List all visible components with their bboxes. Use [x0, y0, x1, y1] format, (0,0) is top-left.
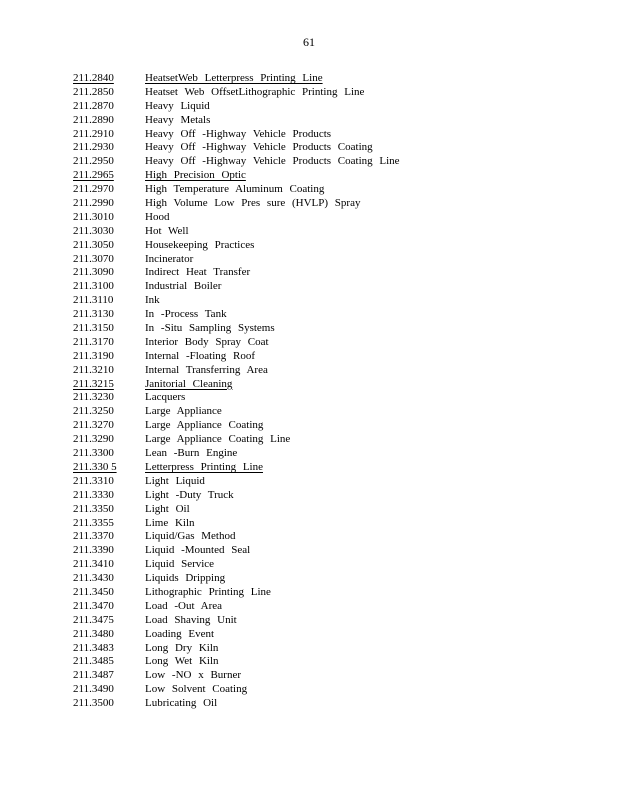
definition-row: [73, 350, 593, 364]
section-number: 211.2965: [73, 169, 114, 182]
definition-row: [73, 266, 593, 280]
section-number: 211.3190: [73, 349, 114, 362]
defined-term: Liquid/Gas Method: [145, 530, 236, 543]
defined-term: Long Dry Kiln: [145, 641, 219, 654]
section-number: 211.2930: [73, 141, 114, 154]
definition-row: [73, 253, 593, 267]
definition-row: [73, 364, 593, 378]
section-number: 211.3500: [73, 697, 114, 710]
section-number: 211.3355: [73, 516, 114, 529]
definition-row: [73, 489, 593, 503]
defined-term: Incinerator: [145, 252, 194, 265]
section-number: 211.3070: [73, 252, 114, 265]
defined-term: Heavy Metals: [145, 113, 211, 126]
definition-row: [73, 322, 593, 336]
definition-row: [73, 114, 593, 128]
definition-row: [73, 614, 593, 628]
defined-term: Light Liquid: [145, 474, 205, 487]
defined-term: Low Solvent Coating: [145, 683, 248, 696]
definition-row: [73, 280, 593, 294]
defined-term: Liquid Service: [145, 558, 215, 571]
defined-term: In -Process Tank: [145, 308, 227, 321]
section-number: 211.3050: [73, 238, 114, 251]
defined-term: Internal -Floating Roof: [145, 349, 256, 362]
section-number: 211.2890: [73, 113, 114, 126]
section-number: 211.3310: [73, 474, 114, 487]
definition-row: [73, 447, 593, 461]
section-number: 211.3130: [73, 308, 114, 321]
definitions-list: [73, 72, 593, 711]
page-number: 61: [303, 35, 315, 49]
defined-term: Lean -Burn Engine: [145, 447, 238, 460]
section-number: 211.330 5: [73, 460, 117, 473]
definition-row: [73, 308, 593, 322]
definition-row: [73, 586, 593, 600]
defined-term: Light -Duty Truck: [145, 488, 234, 501]
definition-row: [73, 503, 593, 517]
definition-row: [73, 669, 593, 683]
defined-term: In -Situ Sampling Systems: [145, 322, 275, 335]
defined-term: Lime Kiln: [145, 516, 195, 529]
section-number: 211.2950: [73, 155, 114, 168]
defined-term: Long Wet Kiln: [145, 655, 219, 668]
definition-row: [73, 197, 593, 211]
defined-term: Liquids Dripping: [145, 572, 226, 585]
definition-row: [73, 336, 593, 350]
definition-row: [73, 294, 593, 308]
section-number: 211.3430: [73, 572, 114, 585]
section-number: 211.3487: [73, 669, 114, 682]
defined-term: Internal Transferring Area: [145, 363, 268, 376]
definition-row: [73, 517, 593, 531]
section-number: 211.2850: [73, 85, 114, 98]
definition-row: [73, 628, 593, 642]
defined-term: Large Appliance Coating: [145, 419, 264, 432]
defined-term: Liquid -Mounted Seal: [145, 544, 251, 557]
definition-row: [73, 211, 593, 225]
definition-row: [73, 697, 593, 711]
section-number: 211.3170: [73, 335, 114, 348]
section-number: 211.2910: [73, 127, 114, 140]
section-number: 211.3270: [73, 419, 114, 432]
definition-row: [73, 558, 593, 572]
definition-row: [73, 72, 593, 86]
defined-term: Housekeeping Practices: [145, 238, 255, 251]
defined-term: Heavy Off -Highway Vehicle Products Coating: [145, 141, 373, 154]
defined-term: Interior Body Spray Coat: [145, 335, 269, 348]
defined-term: Lithographic Printing Line: [145, 585, 271, 598]
section-number: 211.2990: [73, 197, 114, 210]
section-number: 211.3110: [73, 294, 114, 307]
defined-term: Large Appliance: [145, 405, 222, 418]
defined-term: Heavy Off -Highway Vehicle Products Coating Line: [145, 155, 400, 168]
section-number: 211.3250: [73, 405, 114, 418]
defined-term: Low -NO x Burner: [145, 669, 242, 682]
section-number: 211.3475: [73, 613, 114, 626]
defined-term: Ink: [145, 294, 160, 307]
definition-row: [73, 155, 593, 169]
section-number: 211.3210: [73, 363, 114, 376]
section-number: 211.3215: [73, 377, 114, 390]
section-number: 211.2970: [73, 183, 114, 196]
defined-term: Hot Well: [145, 224, 189, 237]
defined-term: HeatsetWeb Letterpress Printing Line: [145, 72, 323, 84]
definition-row: [73, 86, 593, 100]
defined-term: Loading Event: [145, 627, 215, 640]
definition-row: [73, 461, 593, 475]
definition-row: [73, 141, 593, 155]
section-number: 211.3090: [73, 266, 114, 279]
definition-row: [73, 183, 593, 197]
section-number: 211.3480: [73, 627, 114, 640]
defined-term: Heavy Liquid: [145, 99, 210, 112]
defined-term: Hood: [145, 210, 170, 223]
defined-term: High Volume Low Pres sure (HVLP) Spray: [145, 197, 361, 210]
definition-row: [73, 572, 593, 586]
defined-term: Light Oil: [145, 502, 190, 515]
defined-term: Janitorial Cleaning: [145, 377, 233, 390]
definition-row: [73, 225, 593, 239]
definition-row: [73, 128, 593, 142]
definition-row: [73, 405, 593, 419]
definition-row: [73, 239, 593, 253]
definition-row: [73, 475, 593, 489]
definition-row: [73, 642, 593, 656]
section-number: 211.3030: [73, 224, 114, 237]
section-number: 211.3330: [73, 488, 114, 501]
section-number: 211.3450: [73, 585, 114, 598]
section-number: 211.3100: [73, 280, 114, 293]
defined-term: Load Shaving Unit: [145, 613, 237, 626]
defined-term: Lacquers: [145, 391, 186, 404]
defined-term: Load -Out Area: [145, 599, 223, 612]
definition-row: [73, 683, 593, 697]
section-number: 211.3470: [73, 599, 114, 612]
section-number: 211.3150: [73, 322, 114, 335]
defined-term: Heavy Off -Highway Vehicle Products: [145, 127, 332, 140]
section-number: 211.3230: [73, 391, 114, 404]
section-number: 211.3370: [73, 530, 114, 543]
section-number: 211.3350: [73, 502, 114, 515]
defined-term: Heatset Web OffsetLithographic Printing Line: [145, 85, 365, 98]
definition-row: [73, 530, 593, 544]
defined-term: Indirect Heat Transfer: [145, 266, 251, 279]
definition-row: [73, 169, 593, 183]
section-number: 211.3490: [73, 683, 114, 696]
section-number: 211.3410: [73, 558, 114, 571]
definition-row: [73, 600, 593, 614]
definition-row: [73, 419, 593, 433]
defined-term: Letterpress Printing Line: [145, 460, 263, 473]
section-number: 211.2840: [73, 72, 114, 84]
definition-row: [73, 100, 593, 114]
section-number: 211.3485: [73, 655, 114, 668]
defined-term: Large Appliance Coating Line: [145, 433, 291, 446]
section-number: 211.2870: [73, 99, 114, 112]
definition-row: [73, 433, 593, 447]
defined-term: Industrial Boiler: [145, 280, 222, 293]
section-number: 211.3010: [73, 210, 114, 223]
section-number: 211.3390: [73, 544, 114, 557]
section-number: 211.3290: [73, 433, 114, 446]
defined-term: High Temperature Aluminum Coating: [145, 183, 325, 196]
definition-row: [73, 655, 593, 669]
defined-term: High Precision Optic: [145, 169, 246, 182]
definition-row: [73, 544, 593, 558]
section-number: 211.3300: [73, 447, 114, 460]
definition-row: [73, 391, 593, 405]
section-number: 211.3483: [73, 641, 114, 654]
defined-term: Lubricating Oil: [145, 697, 218, 710]
definition-row: [73, 378, 593, 392]
